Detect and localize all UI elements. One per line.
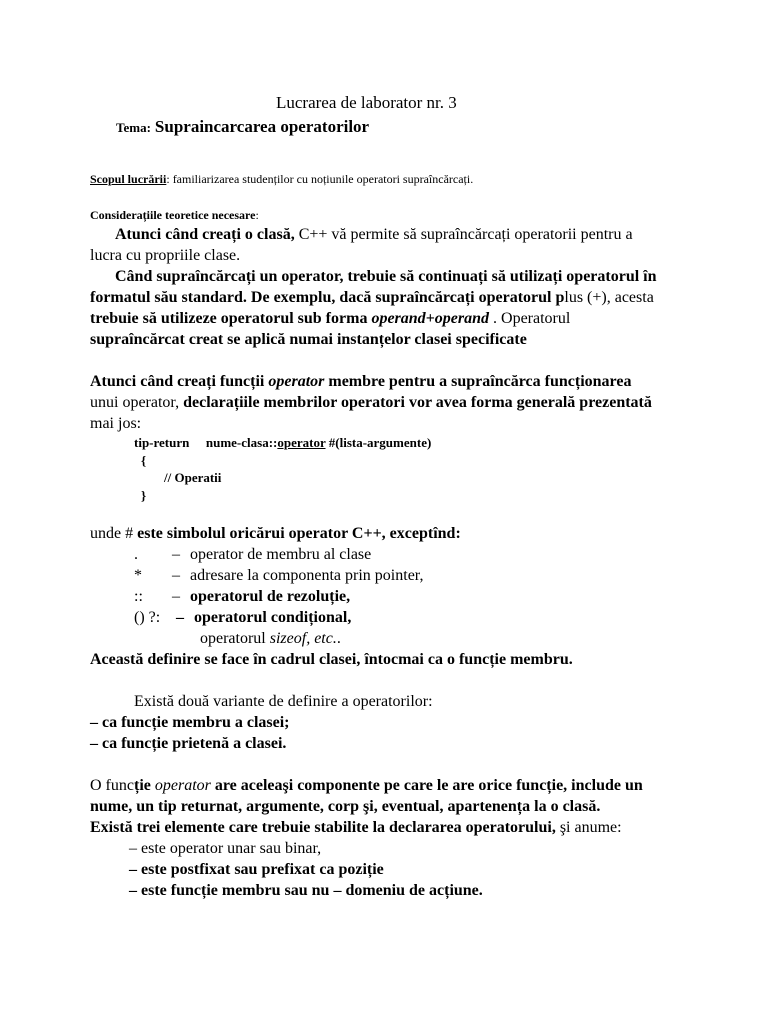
sizeof-b: sizeof, etc.: [269, 630, 337, 647]
code-return-type: tip-return: [134, 435, 190, 450]
p4-l1c: operator: [154, 777, 211, 794]
p4-l1a: O func: [90, 777, 134, 794]
sizeof-a: operatorul: [200, 630, 270, 647]
p4-item-2: – este postfixat sau prefixat ca poziție: [129, 861, 384, 878]
sizeof-c: .: [336, 630, 341, 647]
exception-conditional-dash: –: [176, 609, 184, 626]
p4-line2: nume, un tip returnat, argumente, corp şi, eventual, apartenența la o clasă.: [90, 798, 601, 815]
code-open-brace: {: [141, 453, 147, 468]
p2-l3a: trebuie să utilizeze operatorul sub forma: [90, 310, 372, 327]
p4-line3: [90, 817, 622, 838]
p2-l2a: formatul său standard. De exemplu, dacă supraîncărcați operatorul p: [90, 289, 565, 306]
p3-line3: mai jos:: [90, 415, 142, 432]
code-operator-keyword: operator: [277, 435, 326, 450]
exception-dot: [134, 544, 371, 565]
p3-l1c: membre pentru a supraîncărca funcționarea: [324, 373, 632, 390]
scop-line: [90, 169, 473, 190]
p2-line4: supraîncărcat creat se aplică numai instanțelor clasei specificate: [90, 331, 527, 348]
code-args: #(lista-argumente): [325, 435, 432, 450]
exception-dot-text: operator de membru al clase: [190, 546, 372, 563]
p1-line2: lucra cu propriile clase.: [90, 247, 241, 264]
unde-line: [90, 523, 461, 544]
p4-l1d: are aceleaşi componente pe care le are orice funcție, include un: [210, 777, 643, 794]
p2-l3c: . Operatorul: [489, 310, 571, 327]
p1-line1: [115, 224, 633, 245]
p4-l1b: ție: [133, 777, 155, 794]
p2-l3b: operand+operand: [371, 310, 490, 327]
p3-line1: [90, 371, 631, 392]
consid-line: [90, 205, 259, 226]
definition-line: Această definire se face în cadrul clasei, întocmai ca o funcție membru.: [90, 651, 573, 668]
exception-scope-dash: –: [172, 588, 180, 605]
exception-scope-text: operatorul de rezoluție,: [190, 588, 351, 605]
p4-line1: [90, 775, 643, 796]
p1-l1c: pentru a: [576, 226, 633, 243]
p2-line3: [90, 308, 570, 329]
scop-text: familiarizarea studenților cu noțiunile operatori supraîncărcați.: [169, 172, 474, 186]
exception-star-text: adresare la componenta prin pointer,: [190, 567, 424, 584]
p3-l2a: unui opera: [90, 394, 158, 411]
p4-item-1: – este operator unar sau binar,: [129, 840, 322, 857]
p3-l1b: operator: [268, 373, 325, 390]
code-close-brace: }: [141, 488, 147, 503]
exception-conditional-symbol: () ?:: [134, 609, 161, 626]
consid-sep: :: [255, 208, 259, 222]
exception-conditional: [134, 607, 351, 628]
p3-l2b: tor,: [157, 394, 184, 411]
code-signature: [134, 432, 431, 453]
exception-dot-symbol: .: [134, 546, 138, 563]
p4-item-3: – este funcție membru sau nu – domeniu de acțiune.: [129, 882, 483, 899]
scop-label: Scopul lucrării: [90, 172, 167, 186]
p2-l2b: lus (+), acesta: [564, 289, 654, 306]
scop-sep: :: [166, 172, 170, 186]
p1-l1a: Atunci când creați o clasă,: [115, 226, 295, 243]
exception-conditional-text: operatorul condițional,: [194, 609, 352, 626]
p4-l3b: şi anume:: [559, 819, 622, 836]
tema-label: Tema:: [116, 120, 151, 135]
exception-dot-dash: –: [172, 546, 180, 563]
unde-lead: unde #: [90, 525, 138, 542]
tema-text: Supraincarcarea operatorilor: [154, 117, 370, 136]
unde-text: este simbolul oricărui operator C++, exceptînd:: [137, 525, 461, 542]
tema-line: [116, 116, 369, 138]
consid-label: Considerațiile teoretice necesare: [90, 208, 256, 222]
exception-star-symbol: *: [134, 567, 142, 584]
exception-sizeof: [200, 628, 341, 649]
exception-scope-symbol: ::: [134, 588, 143, 605]
p3-l2c: declarațiile membrilor operatori vor avea forma generală prezentată: [183, 394, 652, 411]
variante-item-1: – ca funcție membru a clasei;: [90, 714, 290, 731]
variante-item-2: – ca funcție prietenă a clasei.: [90, 735, 287, 752]
p2-line1: Când supraîncărcați un operator, trebuie să continuați să utilizați operatorul în: [115, 268, 657, 285]
exception-star-dash: –: [172, 567, 180, 584]
variante-intro: Există două variante de definire a operatorilor:: [134, 693, 433, 710]
p3-line2: [90, 392, 652, 413]
code-comment: // Operatii: [164, 470, 222, 485]
p1-l1b: C++ vă permite să supraîncărcați operatorii: [294, 226, 577, 243]
code-class-name: nume-clasa::: [205, 435, 278, 450]
p4-l3a: Există trei elemente care trebuie stabilite la declararea operatorului,: [90, 819, 560, 836]
page-title: Lucrarea de laborator nr. 3: [276, 93, 457, 112]
exception-scope: [134, 586, 350, 607]
exception-star: [134, 565, 423, 586]
p2-line2: [90, 287, 654, 308]
p3-l1a: Atunci când creați funcții: [90, 373, 269, 390]
